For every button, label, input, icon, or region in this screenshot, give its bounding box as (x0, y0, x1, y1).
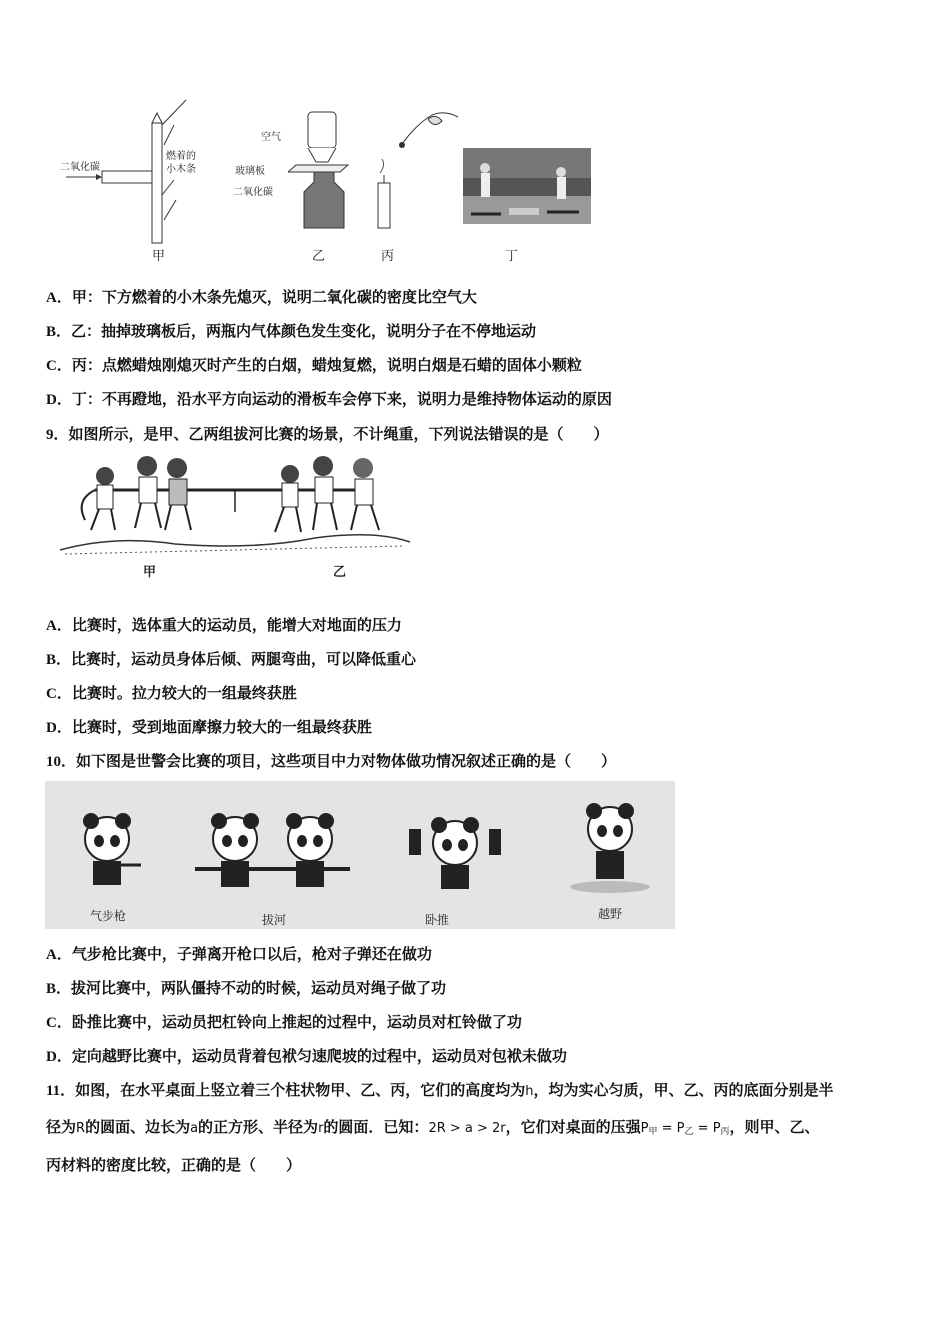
glass-plate-label: 玻璃板 (235, 166, 265, 177)
q8-option-b: B．乙：抽掉玻璃板后，两瓶内气体颜色发生变化，说明分子在不停地运动 (46, 322, 537, 340)
co2-bottle-label: 二氧化碳 (233, 187, 273, 198)
q10-option-d: D．定向越野比赛中，运动员背着包袱匀速爬坡的过程中，运动员对包袱未做功 (46, 1047, 567, 1065)
q9-label-yi: 乙 (333, 565, 347, 580)
figure-q10-mascots (45, 781, 675, 929)
label-bing-top: 丙 (381, 249, 395, 264)
q9-option-b: B．比赛时，运动员身体后倾、两腿弯曲，可以降低重心 (46, 650, 417, 668)
q9-stem: 9．如图所示，是甲、乙两组拔河比赛的场景，不计绳重，下列说法错误的是（ ） (46, 425, 609, 443)
q10-label-tug-of-war: 拔河 (262, 913, 287, 927)
q10-label-cross-country: 越野 (598, 907, 623, 921)
q9-option-d: D．比赛时，受到地面摩擦力较大的一组最终获胜 (46, 718, 372, 736)
label-yi-top: 乙 (312, 249, 326, 264)
label-jia-top: 甲 (152, 249, 166, 264)
q10-option-c: C．卧推比赛中，运动员把杠铃向上推起的过程中，运动员对杠铃做了功 (46, 1013, 522, 1031)
q10-option-a: A．气步枪比赛中，子弹离开枪口以后，枪对子弹还在做功 (46, 945, 432, 963)
co2-label-left: 二氧化碳 (60, 162, 100, 173)
q10-option-b: B．拔河比赛中，两队僵持不动的时候，运动员对绳子做了功 (46, 979, 447, 997)
q8-option-a: A．甲：下方燃着的小木条先熄灭，说明二氧化碳的密度比空气大 (46, 288, 477, 306)
q8-option-d: D．丁：不再蹬地，沿水平方向运动的滑板车会停下来，说明力是维持物体运动的原因 (46, 390, 612, 408)
figure-yi-bottles (288, 110, 378, 250)
label-ding-top: 丁 (505, 249, 519, 264)
q9-option-a: A．比赛时，选体重大的运动员，能增大对地面的压力 (46, 616, 402, 634)
q8-option-c: C．丙：点燃蜡烛刚熄灭时产生的白烟，蜡烛复燃，说明白烟是石蜡的固体小颗粒 (46, 356, 582, 374)
figure-q9-tug-of-war (55, 450, 415, 560)
burning-stick-label: 燃着的 小木条 (166, 151, 196, 175)
q10-label-air-rifle: 气步枪 (90, 909, 127, 923)
figure-bing-candle (370, 105, 470, 235)
q11-line-2: 径为R的圆面、边长为a的正方形、半径为r的圆面．已知：2R > a > 2r，它们对桌面的压强$P_甲 = P_乙 = P_丙$，则甲、乙、 (46, 1118, 820, 1137)
air-label: 空气 (261, 132, 281, 143)
q11-line-3: 丙材料的密度比较，正确的是（ ） (46, 1156, 302, 1174)
q10-label-bench-press: 卧推 (425, 913, 450, 927)
q9-label-jia: 甲 (143, 565, 157, 580)
q9-option-c: C．比赛时。拉力较大的一组最终获胜 (46, 684, 297, 702)
q11-line-1: 11．如图，在水平桌面上竖立着三个柱状物甲、乙、丙，它们的高度均为h，均为实心匀质，甲、乙、丙的底面分别是半 (46, 1081, 834, 1099)
q10-stem: 10．如下图是世警会比赛的项目，这些项目中力对物体做功情况叙述正确的是（ ） (46, 752, 617, 770)
figure-ding-scooter-photo (463, 148, 591, 224)
